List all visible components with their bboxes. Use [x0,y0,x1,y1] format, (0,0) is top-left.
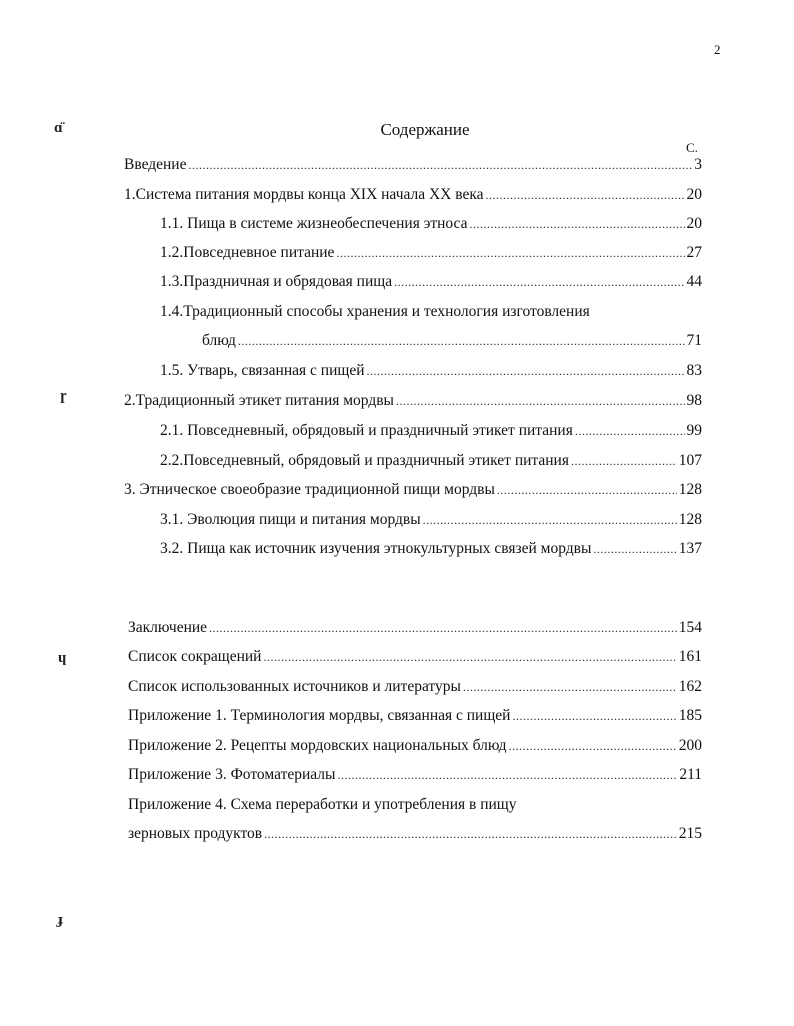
back-matter-entry[interactable] [128,647,702,667]
dot-leader [497,480,677,500]
toc-entry-page: 44 [686,273,702,290]
dot-leader [571,451,677,471]
toc-entry[interactable] [160,510,702,530]
toc-entry-label: 1.3.Праздничная и обрядовая пища [160,273,393,290]
page-column-header: С. [686,140,698,155]
dot-leader [367,361,685,381]
toc-entry-page: 27 [686,244,702,261]
dot-leader [337,765,677,785]
back-matter-entry[interactable] [128,824,702,844]
dot-leader [575,421,685,441]
toc-entry[interactable] [160,451,702,471]
dot-leader [263,647,676,667]
toc-entry[interactable] [160,421,702,441]
dot-leader [470,214,685,234]
toc-entry-label: 1.1. Пища в системе жизнеобеспечения этноса [160,215,468,232]
toc-entry[interactable] [202,331,702,351]
toc-entry[interactable] [160,361,702,381]
toc-entry-page: 20 [686,186,702,203]
toc-entry-page: 128 [678,511,702,528]
toc-entry[interactable] [124,480,702,500]
toc-entry-page: 83 [686,362,702,379]
dot-leader [512,706,676,726]
back-matter-entry[interactable] [128,736,702,756]
toc-entry-label: 3.1. Эволюция пищи и питания мордвы [160,511,421,528]
back-matter-page: 162 [678,678,702,695]
back-matter-label: Приложение 2. Рецепты мордовских национальных блюд [128,737,507,754]
dot-leader [423,510,677,530]
toc-entry[interactable] [160,539,702,559]
dot-leader [593,539,676,559]
dot-leader [264,824,677,844]
dot-leader [486,185,685,205]
dot-leader [209,618,677,638]
toc-entry[interactable] [124,391,702,411]
back-matter-label: зерновых продуктов [128,825,263,842]
back-matter-entry[interactable] [128,765,702,785]
toc-entry-label: 2.Традиционный этикет питания мордвы [124,392,394,409]
toc-entry-page: 128 [678,481,702,498]
toc-entry-page: 99 [686,422,702,439]
back-matter-label: Список использованных источников и литературы [128,678,461,695]
toc-entry[interactable] [160,272,702,292]
toc-entry-label: 3. Этническое своеобразие традиционной пищи мордвы [124,481,495,498]
back-matter-label: Приложение 3. Фотоматериалы [128,766,336,783]
page-title: Содержание [380,120,470,139]
margin-mark-icon: ɼ [60,388,67,404]
toc-entry-page: 20 [686,215,702,232]
toc-entry-label: 1.5. Утварь, связанная с пищей [160,362,365,379]
back-matter-label: Приложение 1. Терминология мордвы, связанная с пищей [128,707,511,724]
dot-leader [238,331,685,351]
back-matter-page: 211 [679,766,702,783]
dot-leader [394,272,684,292]
toc-entry-page: 3 [694,156,702,173]
toc-entry-label: блюд [202,332,236,349]
toc-entry-label: Введение [124,156,187,173]
back-matter-entry[interactable] [128,618,702,638]
dot-leader [463,677,677,697]
toc-entry-label: 1.2.Повседневное питание [160,244,335,261]
back-matter-page: 215 [678,825,702,842]
toc-entry-page: 98 [686,392,702,409]
back-matter-page: 154 [678,619,702,636]
dot-leader [188,155,692,175]
toc-entry[interactable] [160,214,702,234]
dot-leader [336,243,684,263]
toc-entry-page: 71 [686,332,702,349]
back-matter-entry[interactable] [128,706,702,726]
margin-mark-icon: ɥ [58,650,67,666]
dot-leader [396,391,685,411]
toc-entry[interactable] [124,155,702,175]
back-matter-page: 200 [678,737,702,754]
toc-entry-label: 3.2. Пища как источник изучения этнокультурных связей мордвы [160,540,592,557]
back-matter-label: Список сокращений [128,648,262,665]
back-matter-entry[interactable] [128,677,702,697]
back-matter-first-line: Приложение 4. Схема переработки и употребления в пищу [128,796,517,813]
back-matter-page: 185 [678,707,702,724]
page-number: 2 [714,42,721,57]
toc-entry-label: 1.Система питания мордвы конца XIX начала XX века [124,186,484,203]
back-matter-label: Заключение [128,619,208,636]
back-matter-page: 161 [678,648,702,665]
margin-mark-icon: ɟ [58,912,63,928]
toc-entry-label: 2.2.Повседневный, обрядовый и праздничный этикет питания [160,452,569,469]
toc-entry[interactable] [124,185,702,205]
margin-mark-icon: ɑ̈ [54,120,63,136]
toc-entry-page: 137 [678,540,702,557]
toc-entry-label: 2.1. Повседневный, обрядовый и праздничный этикет питания [160,422,573,439]
toc-entry[interactable] [160,243,702,263]
dot-leader [509,736,677,756]
toc-entry-first-line: 1.4.Традиционный способы хранения и технология изготовления [160,303,590,320]
toc-entry-page: 107 [678,452,702,469]
